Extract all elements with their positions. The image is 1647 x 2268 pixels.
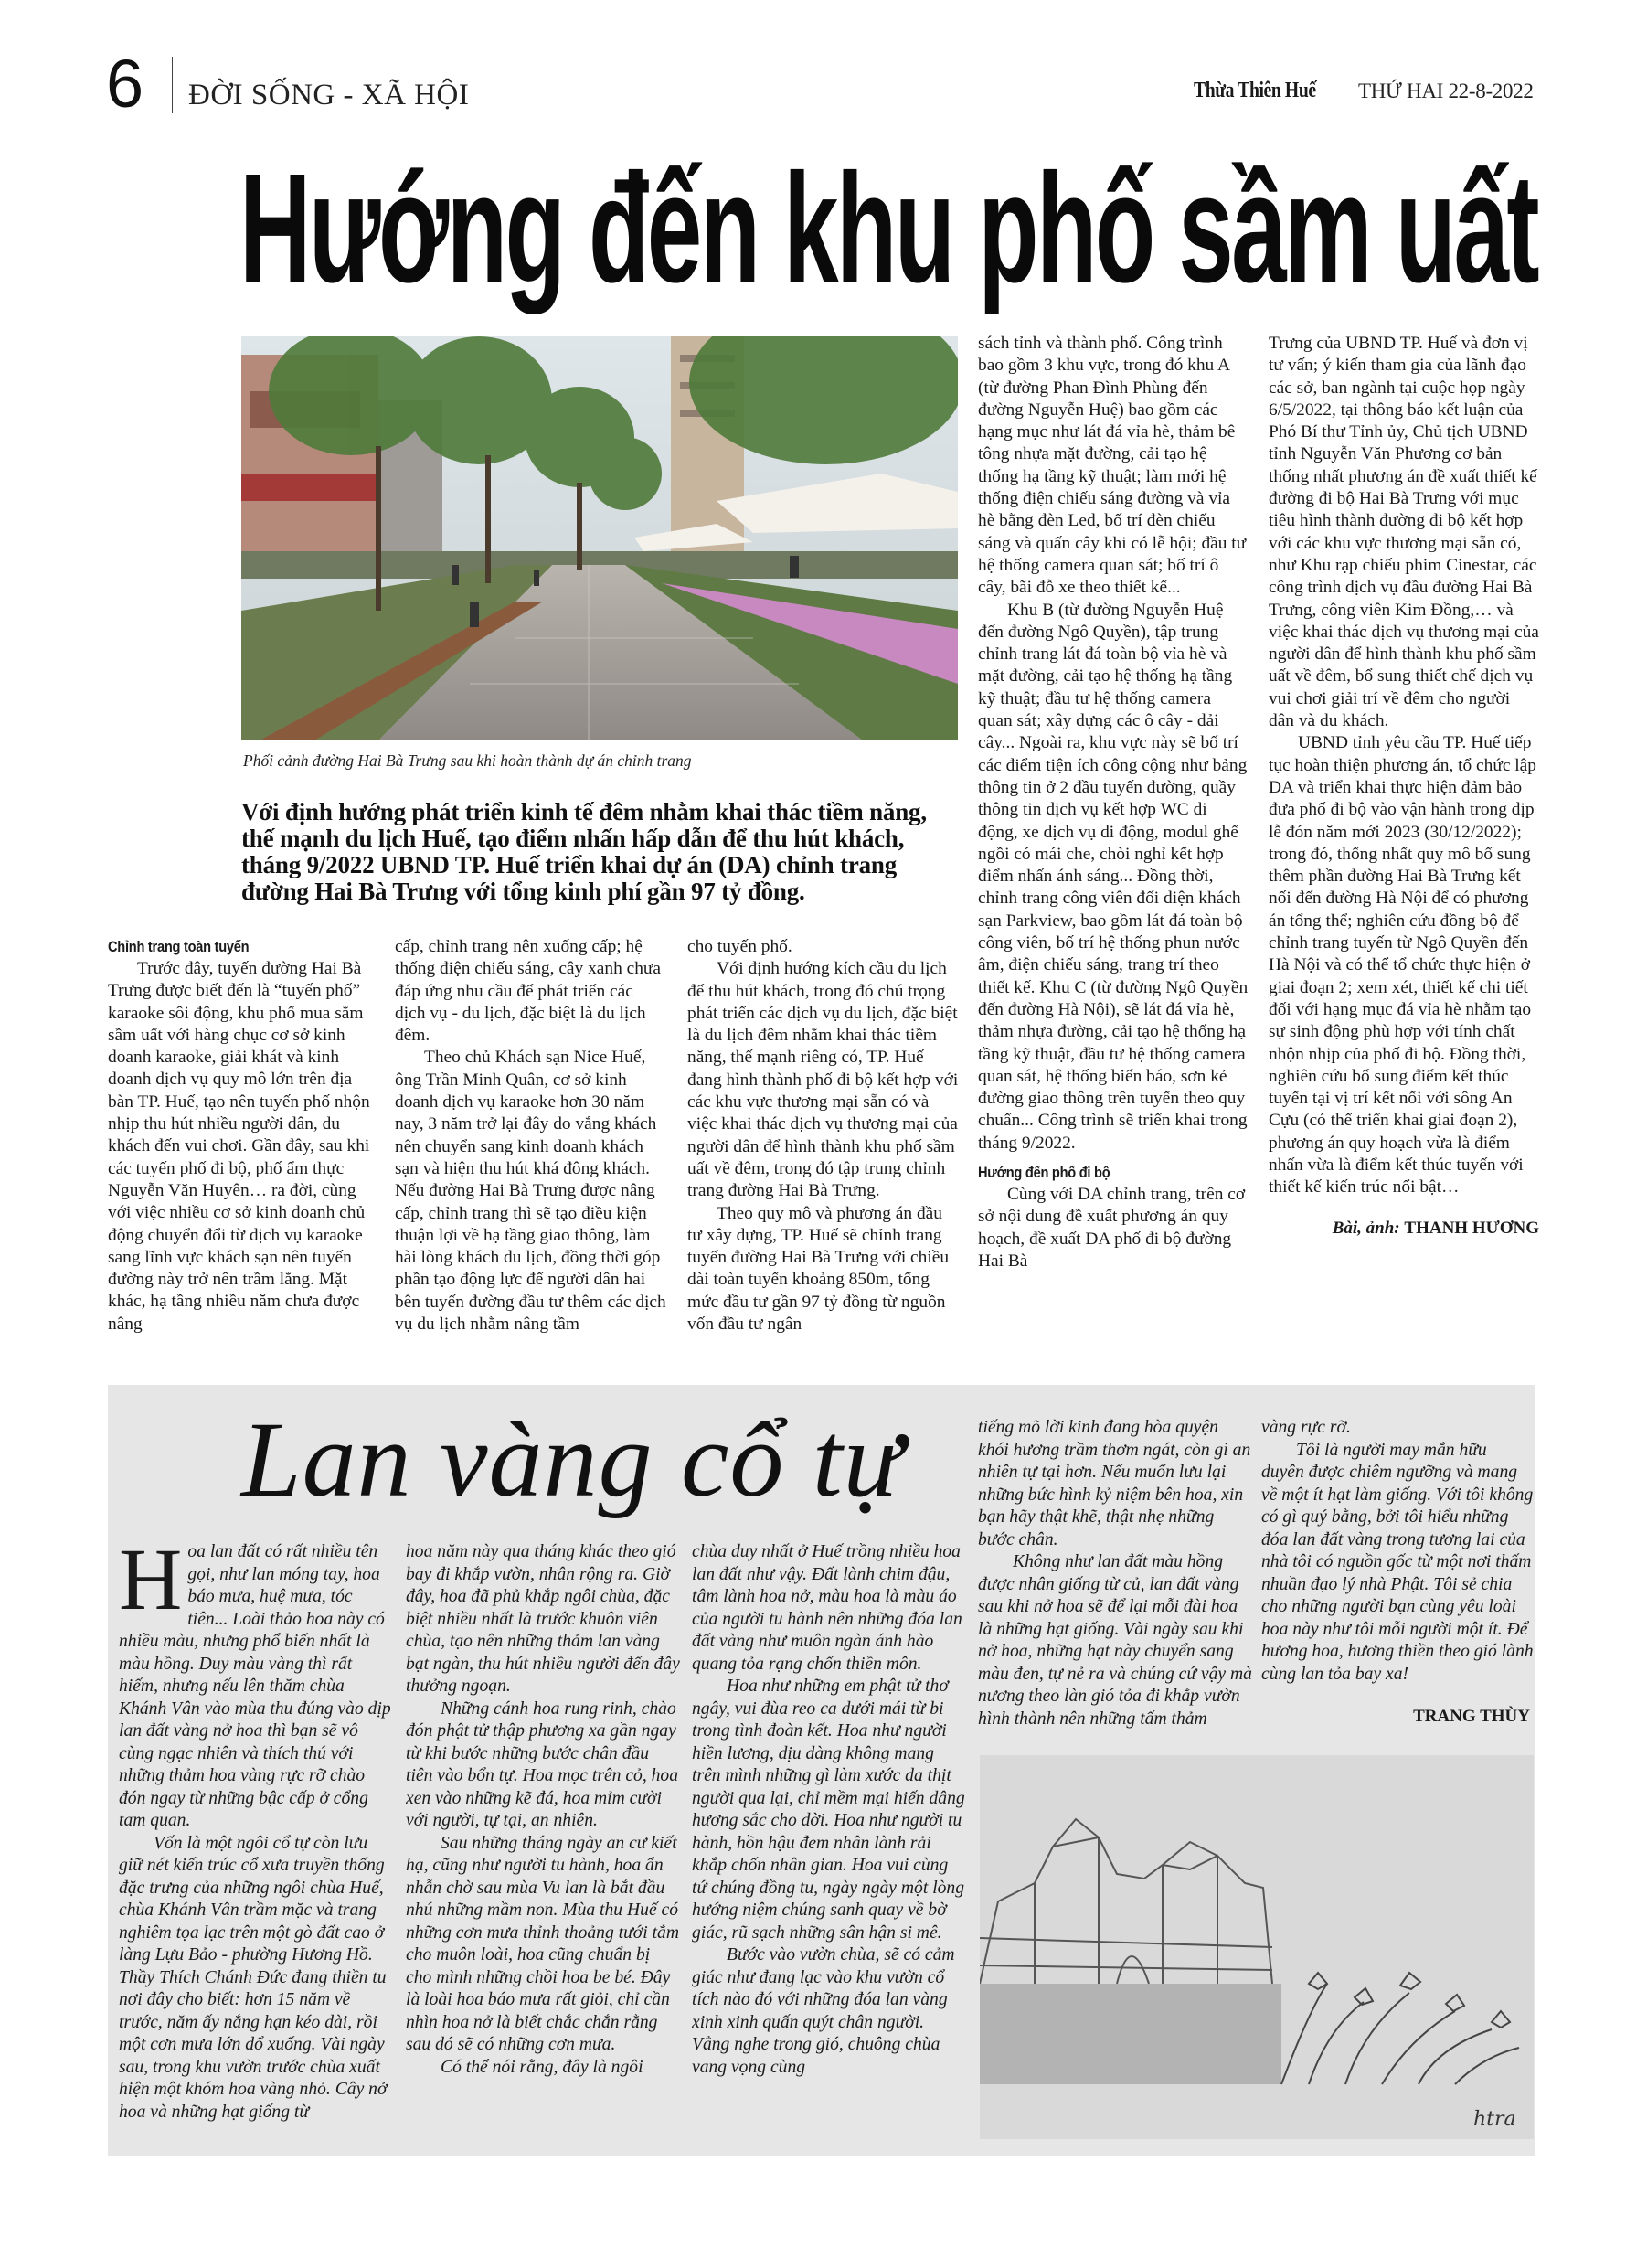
paragraph: cho tuyến phố.	[687, 937, 792, 956]
feature-byline: TRANG THÙY	[1413, 1707, 1530, 1726]
paragraph: vàng rực rỡ.	[1261, 1418, 1351, 1437]
paragraph: Theo chủ Khách sạn Nice Huế, ông Trần Minh Quân, cơ sở kinh doanh dịch vụ karaoke hơn 30 năm nay, 3 năm trở lại đây do vắng khách nên chuyển sang kinh doanh khách sạn và hiện thu hút khá đông khách. Nếu đường Hai Bà Trưng được nâng cấp, chỉnh trang thì sẽ tạo điều kiện thuận lợi về hạ tầng giao thông, làm hài lòng khách du lịch, đồng thời góp phần tạo động lực để người dân hai bên tuyến đường đầu tư thêm các dịch vụ du lịch nhằm nâng tầm	[395, 1048, 666, 1335]
feature-column-5	[1261, 1417, 1534, 1751]
header-divider	[172, 57, 173, 113]
paragraph: Với định hướng kích cầu du lịch để thu hút khách, trong đó chú trọng phát triển các dịch vụ du lịch, đặc biệt là du lịch đêm nhằm khai thác tiềm năng, thế mạnh riêng có, TP. Huế đang hình thành phố đi bộ kết hợp với các khu vực thương mại sẵn có và việc khai thác dịch vụ thương mại của người dân để hình thành khu phố sầm uất về đêm, trong đó tập trung chỉnh trang đường Hai Bà Trưng.	[687, 959, 959, 1201]
street-rendering-photo	[241, 336, 958, 740]
paragraph: sách tỉnh và thành phố. Công trình bao gồm 3 khu vực, trong đó khu A (từ đường Phan Đình Phùng đến đường Nguyễn Huệ) bao gồm các hạng mục như lát đá vỉa hè, thảm bê tông nhựa mặt đường, cải tạo hệ thống hạ tầng kỹ thuật; làm mới hệ thống điện chiếu sáng đường và vỉa hè bằng đèn Led, bố trí đèn chiếu sáng và quấn cây khi có lễ hội; đầu tư hệ thống camera quan sát; bố trí ô cây, bãi đỗ xe theo thiết kế...	[978, 334, 1247, 598]
issue-date: THỨ HAI 22-8-2022	[1358, 80, 1534, 102]
article-column-1	[108, 936, 380, 1366]
paragraph: Theo quy mô và phương án đầu tư xây dựng, TP. Huế sẽ chỉnh trang tuyến đường Hai Bà Trưng với chiều dài toàn tuyến khoảng 850m, tổng mức đầu tư gần 97 tỷ đồng từ nguồn vốn đầu tư ngân	[687, 1203, 950, 1335]
paragraph: tiếng mõ lời kinh đang hòa quyện khói hương trầm thơm ngát, còn gì an nhiên tự tại hơn. Nếu muốn lưu lại những bức hình kỷ niệm bên hoa, xin bạn hãy thật khẽ, thật nhẹ những bước chân.	[978, 1418, 1251, 1549]
feature-column-2	[406, 1541, 680, 2145]
subheading: Chỉnh trang toàn tuyến	[108, 938, 250, 955]
paragraph: hoa năm này qua tháng khác theo gió bay đi khắp vườn, nhân rộng ra. Giờ đây, hoa đã phủ khắp ngôi chùa, đặc biệt nhiều nhất là trước khuôn viên chùa, tạo nên những thảm lan vàng bạt ngàn, thu hút nhiều người đến đây thưởng ngoạn.	[406, 1542, 680, 1696]
article-column-2	[395, 936, 667, 1366]
feature-column-3	[692, 1541, 966, 2145]
article-headline: Hướng đến khu phố sầm uất	[239, 142, 1537, 315]
section-title: ĐỜI SỐNG - XÃ HỘI	[188, 79, 470, 112]
paragraph: Không như lan đất màu hồng được nhân giống từ củ, lan đất vàng sau khi nở hoa sẽ để lại mỗi đài hoa là những hạt giống. Vài ngày sau khi nở hoa, những hạt này chuyển sang màu đen, tự nẻ ra và chúng cứ vậy mà nương theo làn gió tỏa đi khắp vườn hình thành nên những tấm thảm	[978, 1552, 1252, 1729]
paragraph: Trước đây, tuyến đường Hai Bà Trưng được biết đến là “tuyến phố” karaoke sôi động, khu phố mua sắm sầm uất với hàng chục cơ sở kinh doanh karaoke, giải khát và kinh doanh dịch vụ quy mô lớn trên địa bàn TP. Huế, tạo nên tuyến phố nhộn nhịp thu hút nhiều người dân, du khách đến vui chơi. Gần đây, sau khi các tuyến phố đi bộ, phố ẩm thực Nguyễn Văn Huyên… ra đời, cùng với việc nhiều cơ sở kinh doanh chủ động chuyển đổi từ dịch vụ karaoke sang lĩnh vực khách sạn nên tuyến đường này trở nên trầm lắng. Mặt khác, hạ tầng nhiều năm chưa được nâng	[108, 959, 370, 1334]
article-column-4	[978, 333, 1249, 1364]
paragraph: Tôi là người may mắn hữu duyên được chiêm ngưỡng và mang về một ít hạt làm giống. Với tôi không có gì quý bằng, bởi tôi hiểu những đóa lan đất vàng trong tương lai của nhà tôi có nguồn gốc từ một nơi thấm nhuần đạo lý nhà Phật. Tôi sẻ chia cho những người bạn cùng yêu loài hoa này như tôi mỗi người một ít. Để hương hoa, hương thiền theo gió lành cùng lan tỏa bay xa!	[1261, 1440, 1534, 1684]
feature-column-1	[119, 1541, 393, 2145]
subheading: Hướng đến phố đi bộ	[978, 1163, 1110, 1181]
feature-column-4	[978, 1417, 1252, 1751]
paragraph: Cùng với DA chỉnh trang, trên cơ sở nội dung đề xuất phương án quy hoạch, đề xuất DA phố đi bộ đường Hai Bà	[978, 1184, 1246, 1271]
feature-title: Lan vàng cổ tự	[241, 1400, 904, 1519]
paragraph: UBND tỉnh yêu cầu TP. Huế tiếp tục hoàn thiện phương án, tổ chức lập DA và triển khai thực hiện đảm bảo đưa phố đi bộ vào vận hành trong dịp lễ đón năm mới 2023 (30/12/2022); trong đó, thống nhất quy mô bổ sung thêm phần đường Hai Bà Trưng kết nối đến đường Hà Nội để có phương án tổng thể; nghiên cứu đồng bộ để chỉnh trang tuyến từ Ngô Quyền đến Hà Nội và có thể tổ chức thực hiện ở giai đoạn 2; xem xét, thiết kế chi tiết đối với hạng mục đá vỉa hè nhằm tạo sự sinh động phù hợp với tính chất nhộn nhịp của phố đi bộ. Đồng thời, nghiên cứu bổ sung điểm kết thúc tuyến tại vị trí kết nối với sông An Cựu (có thể triển khai giai đoạn 2), phương án quy hoạch vừa là điểm nhấn vừa là điểm kết thúc tuyến với thiết kế kiến trúc nổi bật…	[1269, 733, 1536, 1198]
paragraph: Hoa như những em phật tử thơ ngây, vui đùa reo ca dưới mái từ bi trong tình đoàn kết. Hoa như người hiền lương, dịu dàng không mang trên mình những gì làm xước da thịt người qua lại, chỉ mềm mại hiến dâng hương sắc cho đời. Hoa như người tu hành, hồn hậu đem nhân lành rải khắp chốn nhân gian. Hoa vui cùng tứ chúng đồng tu, ngày ngày một lòng hướng niệm chúng sanh quay về bờ giác, rũ sạch những sân hận si mê.	[692, 1677, 965, 1943]
photo-caption: Phối cảnh đường Hai Bà Trưng sau khi hoàn thành dự án chỉnh trang	[243, 751, 692, 770]
byline-label: Bài, ảnh:	[1332, 1218, 1400, 1238]
article-lead: Với định hướng phát triển kinh tế đêm nhằm khai thác tiềm năng, thế mạnh du lịch Huế, tạo điểm nhấn hấp dẫn để thu hút khách, tháng 9/2022 UBND TP. Huế triển khai dự án (DA) chỉnh trang đường Hai Bà Trưng với tổng kinh phí gần 97 tỷ đồng.	[241, 798, 927, 905]
paragraph: Những cánh hoa rung rinh, chào đón phật tử thập phương xa gần ngay từ khi bước những bước chân đầu tiên vào bổn tự. Hoa mọc trên cỏ, hoa xen vào những kẽ đá, hoa mỉm cười với người, tự tại, an nhiên.	[406, 1698, 679, 1830]
paragraph: Trưng của UBND TP. Huế và đơn vị tư vấn; ý kiến tham gia của lãnh đạo các sở, ban ngành tại cuộc họp ngày 6/5/2022, tại thông báo kết luận của Phó Bí thư Tỉnh ủy, Chủ tịch UBND tỉnh Nguyễn Văn Phương cơ bản thống nhất phương án đề xuất thiết kế đường đi bộ Hai Bà Trưng với mục tiêu hình thành đường đi bộ kết hợp với các khu vực thương mại sẵn có, như Khu rạp chiếu phim Cinestar, các công trình dịch vụ đầu đường Hai Bà Trưng, công viên Kim Đồng,… và việc khai thác dịch vụ thương mại của người dân để hình thành khu phố sầm uất về đêm, bổ sung thiết chế dịch vụ vui chơi giải trí về đêm cho người dân và du khách.	[1269, 334, 1539, 731]
illustration-signature: htra	[1473, 2108, 1516, 2131]
page-number: 6	[106, 46, 144, 122]
paragraph: Có thể nói rằng, đây là ngôi	[441, 2057, 643, 2077]
drop-cap: H	[119, 1541, 183, 1628]
article-column-3	[687, 936, 960, 1366]
newspaper-name: Thừa Thiên Huế	[1194, 79, 1316, 102]
paragraph: chùa duy nhất ở Huế trồng nhiều hoa lan đất như vậy. Đất lành chim đậu, tâm lành hoa nở, màu hoa là màu áo của người tu hành nên những đóa lan đất vàng như muôn ngàn ánh hào quang tỏa rạng chốn thiền môn.	[692, 1542, 962, 1674]
paragraph: cấp, chỉnh trang nên xuống cấp; hệ thống điện chiếu sáng, cây xanh chưa đáp ứng nhu cầu để phát triển các dịch vụ - du lịch, đặc biệt là du lịch đêm.	[395, 937, 662, 1046]
headline-container	[239, 142, 1537, 315]
paragraph: Bước vào vườn chùa, sẽ có cảm giác như đang lạc vào khu vườn cổ tích nào đó với những đóa lan vàng xinh xinh quấn quýt chân người. Vẳng nghe trong gió, chuông chùa vang vọng cùng	[692, 1945, 955, 2077]
article-byline	[1269, 1218, 1539, 1240]
article-column-5	[1269, 333, 1539, 1364]
paragraph: Khu B (từ đường Nguyễn Huệ đến đường Ngô Quyền), tập trung chỉnh trang lát đá toàn bộ vỉa hè và mặt đường, cải tạo hệ thống hạ tầng kỹ thuật; đầu tư hệ thống camera quan sát; xây dựng các ô cây - dải cây... Ngoài ra, khu vực này sẽ bố trí các điểm tiện ích công cộng như bảng thông tin ở 2 đầu tuyến đường, quầy thông tin dịch vụ kết hợp WC di động, xe dịch vụ di động, modul ghế ngồi có mái che, chòi nghỉ kết hợp điểm nhấn ánh sáng... Đồng thời, chỉnh trang công viên đối diện khách sạn Parkview, bao gồm lát đá toàn bộ công viên, bố trí hệ thống phun nước âm, điện chiếu sáng, trang trí theo thiết kế. Khu C (từ đường Ngô Quyền đến đường Hà Nội), sẽ lát đá vỉa hè, thảm nhựa đường, cải tạo hệ thống hạ tầng kỹ thuật, đầu tư hệ thống camera quan sát, hệ thống biển báo, sơn kẻ đường giao thông trên tuyến theo quy chuẩn... Công trình sẽ triển khai trong tháng 9/2022.	[978, 600, 1249, 1153]
paragraph: Vốn là một ngôi cổ tự còn lưu giữ nét kiến trúc cổ xưa truyền thống đặc trưng của những ngôi chùa Huế, chùa Khánh Vân trầm mặc và trang nghiêm tọa lạc trên một gò đất cao ở làng Lựu Bảo - phường Hương Hồ. Thầy Thích Chánh Đức đang thiền tu nơi đây cho biết: hơn 15 năm về trước, năm ấy nắng hạn kéo dài, rồi một cơn mưa lớn đổ xuống. Vài ngày sau, trong khu vườn trước chùa xuất hiện một khóm hoa vàng nhỏ. Cây nở hoa và những hạt giống từ	[119, 1833, 388, 2122]
paragraph: oa lan đất có rất nhiều tên gọi, như lan móng tay, hoa báo mưa, huệ mưa, tóc tiên... Loài thảo hoa này có nhiều màu, nhưng phổ biến nhất là màu hồng. Duy màu vàng thì rất hiếm, nhưng nếu lên thăm chùa Khánh Vân vào mùa thu đúng vào dịp lan đất vàng nở hoa thì bạn sẽ vô cùng ngạc nhiên và thích thú với những thảm hoa vàng rực rỡ chào đón ngay từ những bậc cấp ở cổng tam quan.	[119, 1542, 391, 1830]
temple-gate-illustration	[980, 1755, 1534, 2139]
byline-name: THANH HƯƠNG	[1404, 1218, 1539, 1238]
paragraph: Sau những tháng ngày an cư kiết hạ, cũng như người tu hành, hoa ẩn nhẫn chờ sau mùa Vu lan là bắt đầu nhú những mầm non. Mùa thu Huế có những cơn mưa thỉnh thoảng tưới tắm cho muôn loài, hoa cũng chuẩn bị cho mình những chồi hoa be bé. Đây là loài hoa báo mưa rất giỏi, chỉ cần nhìn hoa nở là biết chắc chắn rằng sau đó sẽ có những cơn mưa.	[406, 1833, 679, 2054]
